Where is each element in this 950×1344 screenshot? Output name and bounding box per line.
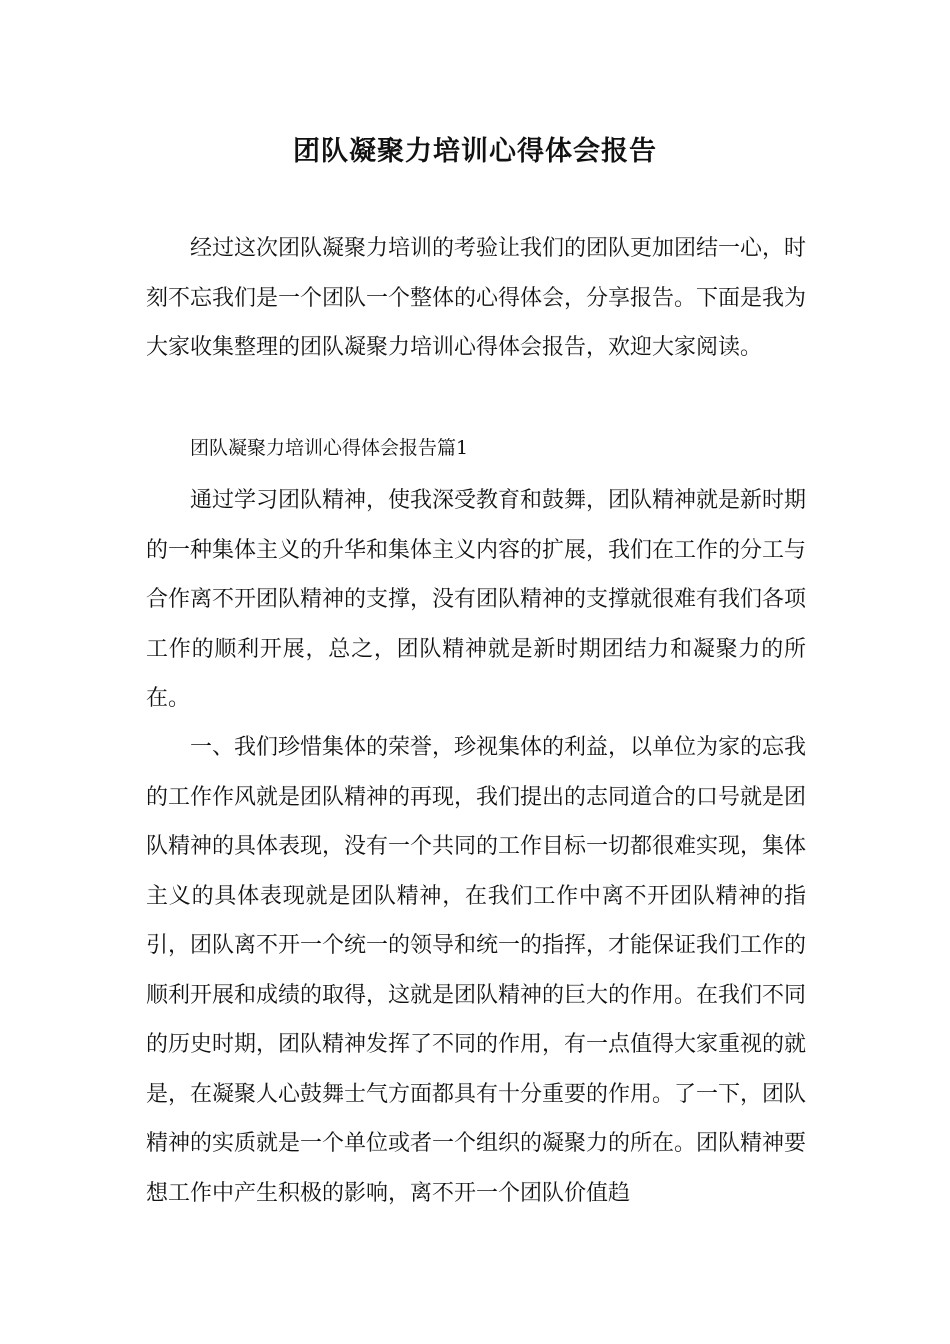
document-title: 团队凝聚力培训心得体会报告 [293,136,657,167]
intro-paragraph: 经过这次团队凝聚力培训的考验让我们的团队更加团结一心，时刻不忘我们是一个团队一个整体的心得体会，分享报告。下面是我为大家收集整理的团队凝聚力培训心得体会报告，欢迎大家阅读。 [146,236,807,360]
body-paragraph-1: 通过学习团队精神，使我深受教育和鼓舞，团队精神就是新时期的一种集体主义的升华和集体主义内容的扩展，我们在工作的分工与合作离不开团队精神的支撑，没有团队精神的支撑就很难有我们各项工作的顺利开展，总之，团队精神就是新时期团结力和凝聚力的所在。 [146,488,807,711]
body-paragraph-2: 一、我们珍惜集体的荣誉，珍视集体的利益，以单位为家的忘我的工作作风就是团队精神的再现，我们提出的志同道合的口号就是团队精神的具体表现，没有一个共同的工作目标一切都很难实现，集体主义的具体表现就是团队精神，在我们工作中离不开团队精神的指引，团队离不开一个统一的领导和统一的指挥，才能保证我们工作的顺利开展和成绩的取得，这就是团队精神的巨大的作用。在我们不同的历史时期，团队精神发挥了不同的作用，有一点值得大家重视的就是，在凝聚人心鼓舞士气方面都具有十分重要的作用。了一下，团队精神的实质就是一个单位或者一个组织的凝聚力的所在。团队精神要想工作中产生积极的影响，离不开一个团队价值趋 [146,735,807,1206]
section-heading: 团队凝聚力培训心得体会报告篇1 [190,437,469,459]
